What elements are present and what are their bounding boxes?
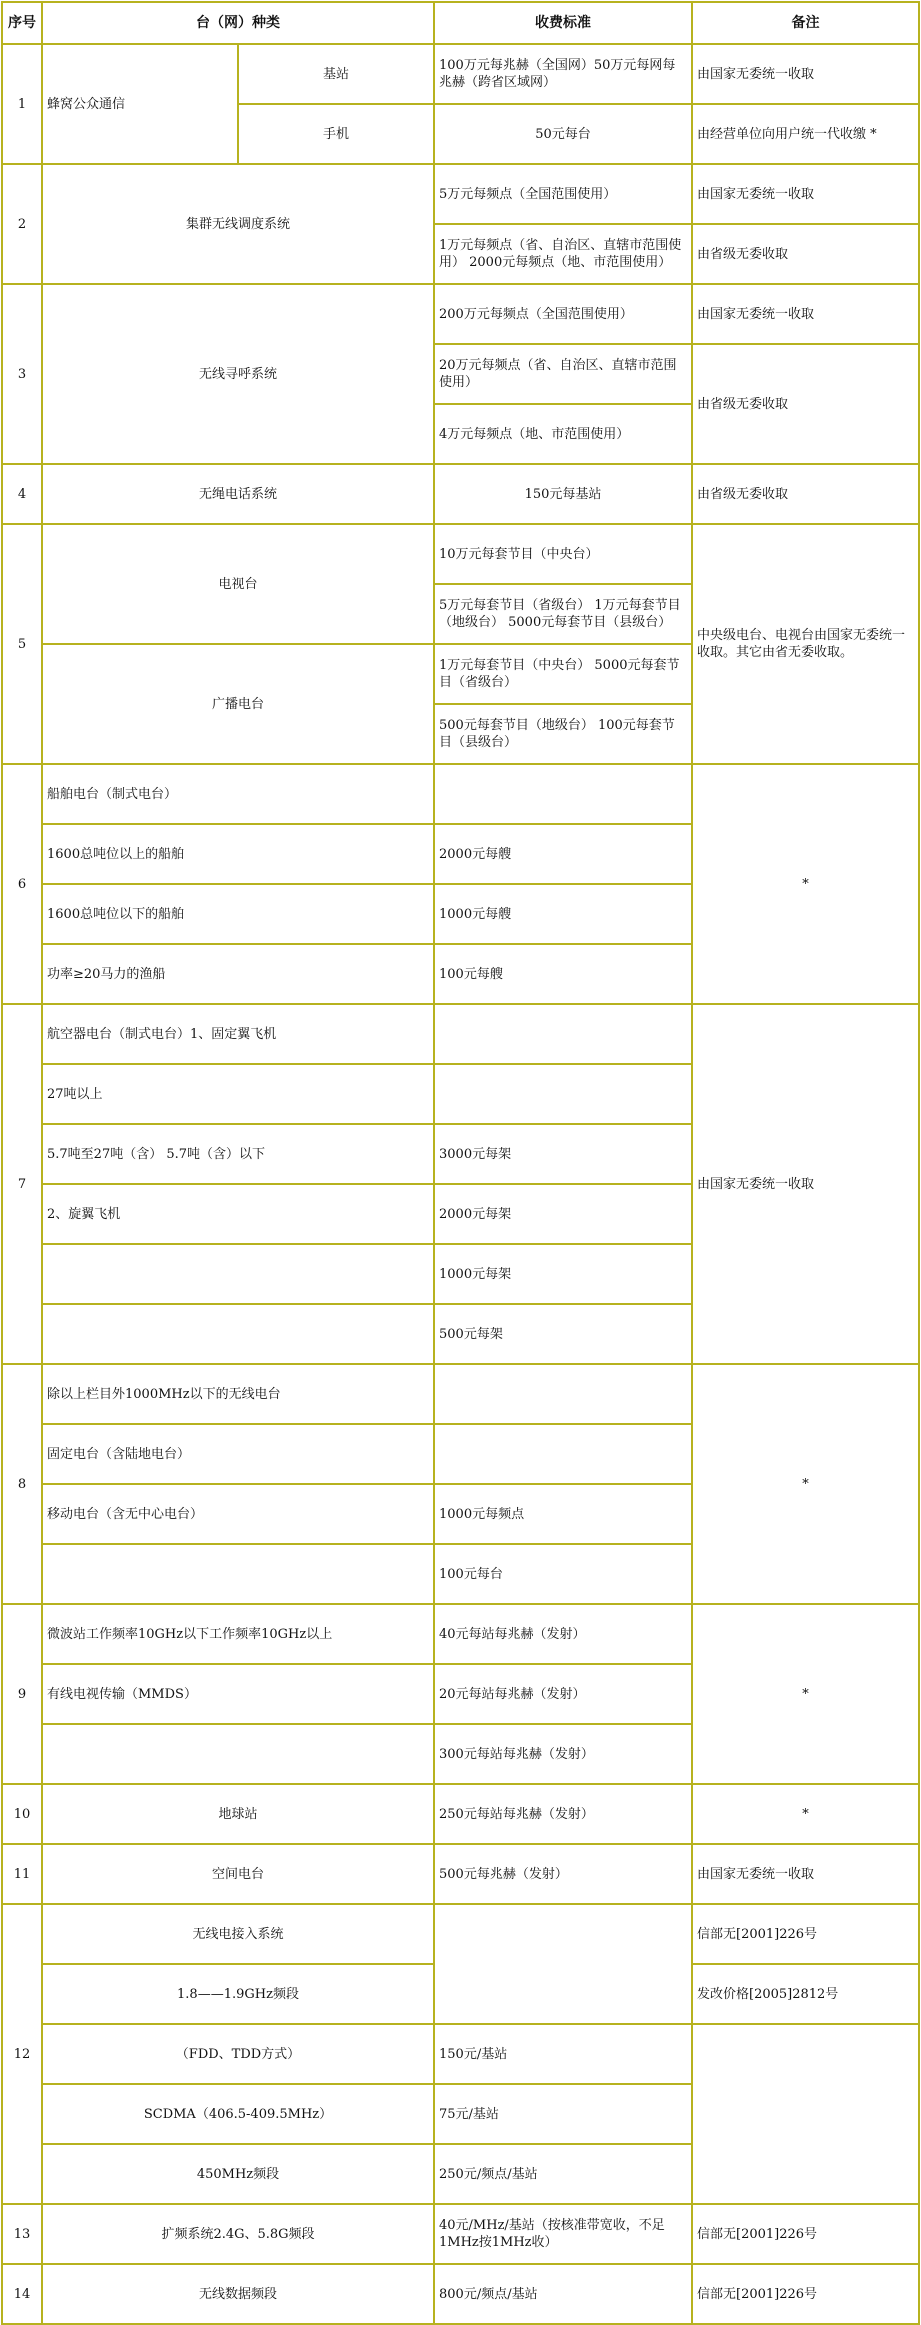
header-type: 台（网）种类 <box>42 2 434 44</box>
header-note: 备注 <box>692 2 919 44</box>
subtype-cell: 手机 <box>238 104 434 164</box>
row-number: 4 <box>2 464 42 524</box>
note-cell <box>692 2024 919 2204</box>
fee-cell: 4万元每频点（地、市范围使用） <box>434 404 692 464</box>
table-row <box>2 1904 919 1964</box>
row-number: 3 <box>2 284 42 464</box>
row-number: 14 <box>2 2264 42 2324</box>
fee-cell: 1000元每架 <box>434 1244 692 1304</box>
fee-cell <box>434 1364 692 1424</box>
fee-cell: 250元/频点/基站 <box>434 2144 692 2204</box>
note-cell: 由国家无委统一收取 <box>692 164 919 224</box>
table-row <box>2 1004 919 1064</box>
note-cell: 信部无[2001]226号 <box>692 2204 919 2264</box>
row-number: 5 <box>2 524 42 764</box>
table-row <box>2 164 919 224</box>
type-cell: （FDD、TDD方式） <box>42 2024 434 2084</box>
row-number: 12 <box>2 1904 42 2204</box>
table-row <box>2 284 919 344</box>
fee-cell: 200万元每频点（全国范围使用） <box>434 284 692 344</box>
type-cell: 除以上栏目外1000MHz以下的无线电台 <box>42 1364 434 1424</box>
table-row <box>2 1844 919 1904</box>
type-cell: 无绳电话系统 <box>42 464 434 524</box>
row-number: 2 <box>2 164 42 284</box>
note-cell: 由省级无委收取 <box>692 464 919 524</box>
fee-cell: 5万元每频点（全国范围使用） <box>434 164 692 224</box>
fee-cell: 40元/MHz/基站（按核准带宽收，不足1MHz按1MHz收） <box>434 2204 692 2264</box>
note-cell: * <box>692 1364 919 1604</box>
header-row <box>2 2 919 44</box>
type-cell: 1.8——1.9GHz频段 <box>42 1964 434 2024</box>
type-cell: 广播电台 <box>42 644 434 764</box>
table-row <box>2 764 919 824</box>
type-cell: 船舶电台（制式电台） <box>42 764 434 824</box>
row-number: 1 <box>2 44 42 164</box>
fee-cell: 40元每站每兆赫（发射） <box>434 1604 692 1664</box>
type-cell: 1600总吨位以下的船舶 <box>42 884 434 944</box>
fee-cell: 1万元每频点（省、自治区、直辖市范围使用） 2000元每频点（地、市范围使用） <box>434 224 692 284</box>
note-cell: 由国家无委统一收取 <box>692 1004 919 1364</box>
fee-cell: 1万元每套节目（中央台） 5000元每套节目（省级台） <box>434 644 692 704</box>
table-row <box>2 1784 919 1844</box>
type-cell: 微波站工作频率10GHz以下工作频率10GHz以上 <box>42 1604 434 1664</box>
type-cell: 扩频系统2.4G、5.8G频段 <box>42 2204 434 2264</box>
type-cell: 移动电台（含无中心电台） <box>42 1484 434 1544</box>
note-cell: * <box>692 1604 919 1784</box>
row-number: 9 <box>2 1604 42 1784</box>
table-row <box>2 1604 919 1664</box>
type-cell <box>42 1544 434 1604</box>
header-fee: 收费标准 <box>434 2 692 44</box>
fee-cell <box>434 764 692 824</box>
table-row <box>2 1364 919 1424</box>
fee-cell: 500元每架 <box>434 1304 692 1364</box>
type-cell: 无线电接入系统 <box>42 1904 434 1964</box>
type-cell <box>42 1724 434 1784</box>
type-cell: SCDMA（406.5-409.5MHz） <box>42 2084 434 2144</box>
fee-cell: 800元/频点/基站 <box>434 2264 692 2324</box>
fee-cell <box>434 1064 692 1124</box>
fee-cell: 1000元每频点 <box>434 1484 692 1544</box>
note-cell: 由省级无委收取 <box>692 224 919 284</box>
table-row <box>2 464 919 524</box>
note-cell: 中央级电台、电视台由国家无委统一收取。其它由省无委收取。 <box>692 524 919 764</box>
fee-cell: 2000元每架 <box>434 1184 692 1244</box>
subtype-cell: 基站 <box>238 44 434 104</box>
type-cell: 无线寻呼系统 <box>42 284 434 464</box>
row-number: 8 <box>2 1364 42 1604</box>
type-cell: 5.7吨至27吨（含） 5.7吨（含）以下 <box>42 1124 434 1184</box>
type-cell: 固定电台（含陆地电台） <box>42 1424 434 1484</box>
fee-cell: 2000元每艘 <box>434 824 692 884</box>
type-cell <box>42 1304 434 1364</box>
type-cell: 无线数据频段 <box>42 2264 434 2324</box>
note-cell: 信部无[2001]226号 <box>692 2264 919 2324</box>
fee-cell <box>434 1424 692 1484</box>
fee-cell: 100元每台 <box>434 1544 692 1604</box>
fee-cell: 1000元每艘 <box>434 884 692 944</box>
note-cell: 由经营单位向用户统一代收缴 * <box>692 104 919 164</box>
row-number: 10 <box>2 1784 42 1844</box>
fee-cell: 100元每艘 <box>434 944 692 1004</box>
fee-cell: 150元每基站 <box>434 464 692 524</box>
type-cell: 航空器电台（制式电台）1、固定翼飞机 <box>42 1004 434 1064</box>
note-cell: * <box>692 1784 919 1844</box>
type-cell <box>42 1244 434 1304</box>
fee-cell: 150元/基站 <box>434 2024 692 2084</box>
row-number: 7 <box>2 1004 42 1364</box>
fee-cell: 500元每套节目（地级台） 100元每套节目（县级台） <box>434 704 692 764</box>
type-cell: 功率≥20马力的渔船 <box>42 944 434 1004</box>
fee-cell: 500元每兆赫（发射） <box>434 1844 692 1904</box>
type-cell: 地球站 <box>42 1784 434 1844</box>
fee-cell: 75元/基站 <box>434 2084 692 2144</box>
table-row <box>2 44 919 104</box>
note-cell: 由国家无委统一收取 <box>692 44 919 104</box>
note-cell: 由省级无委收取 <box>692 344 919 464</box>
type-cell: 电视台 <box>42 524 434 644</box>
row-number: 13 <box>2 2204 42 2264</box>
fee-cell: 100万元每兆赫（全国网）50万元每网每兆赫（跨省区域网） <box>434 44 692 104</box>
fee-cell: 3000元每架 <box>434 1124 692 1184</box>
type-cell: 集群无线调度系统 <box>42 164 434 284</box>
table-row <box>2 524 919 584</box>
row-number: 11 <box>2 1844 42 1904</box>
note-cell: 信部无[2001]226号 <box>692 1904 919 1964</box>
table-row <box>2 2204 919 2264</box>
type-cell: 1600总吨位以上的船舶 <box>42 824 434 884</box>
fee-cell: 300元每站每兆赫（发射） <box>434 1724 692 1784</box>
type-cell: 450MHz频段 <box>42 2144 434 2204</box>
note-cell: 由国家无委统一收取 <box>692 1844 919 1904</box>
fee-cell <box>434 1004 692 1064</box>
fee-cell: 10万元每套节目（中央台） <box>434 524 692 584</box>
fee-cell: 50元每台 <box>434 104 692 164</box>
fee-cell: 20万元每频点（省、自治区、直辖市范围使用） <box>434 344 692 404</box>
row-number: 6 <box>2 764 42 1004</box>
type-cell: 空间电台 <box>42 1844 434 1904</box>
type-cell: 蜂窝公众通信 <box>42 44 238 164</box>
fee-table <box>1 1 920 2325</box>
fee-cell: 20元每站每兆赫（发射） <box>434 1664 692 1724</box>
header-no: 序号 <box>2 2 42 44</box>
table-row <box>2 2024 919 2084</box>
type-cell: 有线电视传输（MMDS） <box>42 1664 434 1724</box>
type-cell: 2、旋翼飞机 <box>42 1184 434 1244</box>
fee-cell: 5万元每套节目（省级台） 1万元每套节目（地级台） 5000元每套节目（县级台） <box>434 584 692 644</box>
type-cell: 27吨以上 <box>42 1064 434 1124</box>
note-cell: * <box>692 764 919 1004</box>
note-cell: 由国家无委统一收取 <box>692 284 919 344</box>
table-row <box>2 2264 919 2324</box>
note-cell: 发改价格[2005]2812号 <box>692 1964 919 2024</box>
fee-cell <box>434 1904 692 2024</box>
fee-cell: 250元每站每兆赫（发射） <box>434 1784 692 1844</box>
